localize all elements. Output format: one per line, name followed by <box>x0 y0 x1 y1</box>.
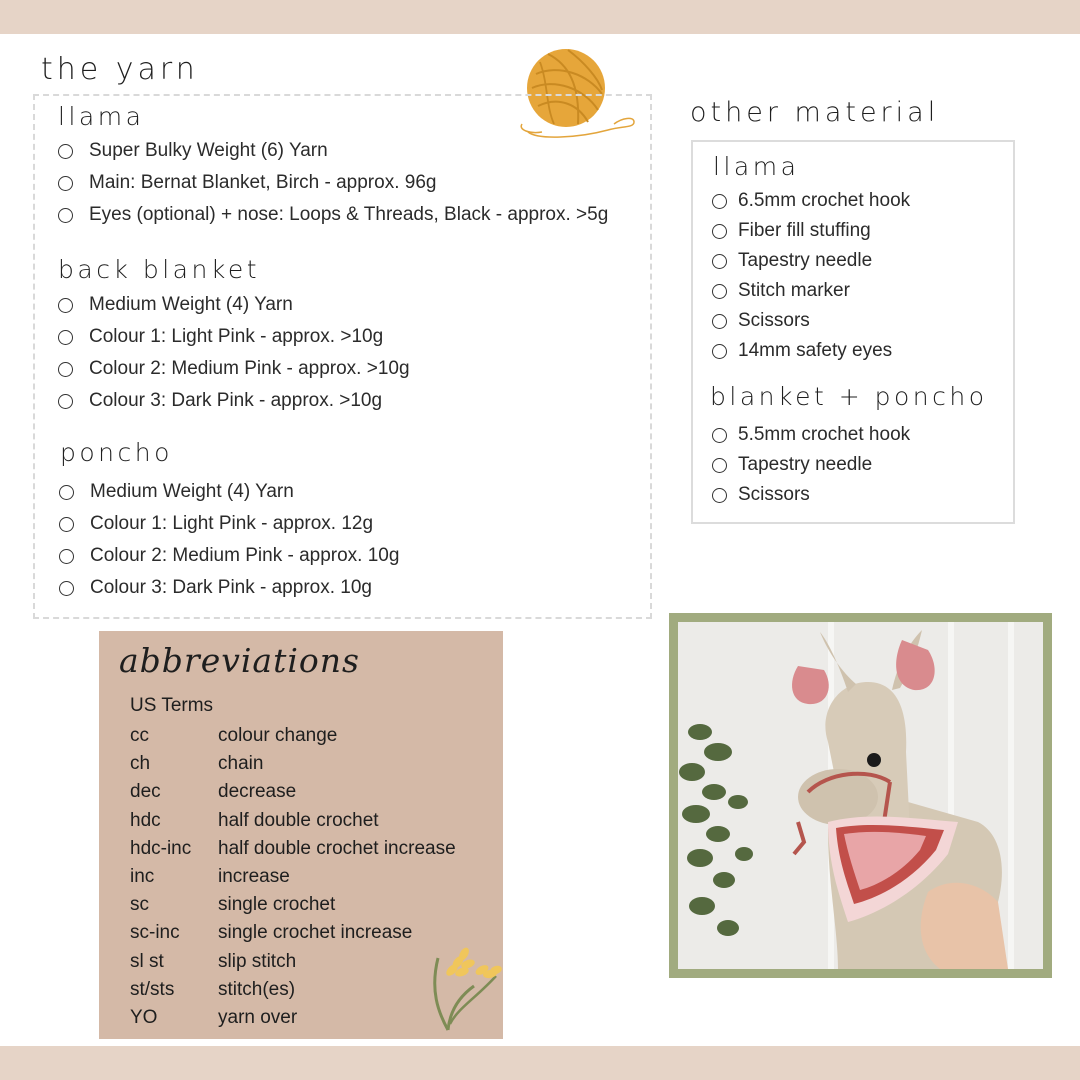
checkbox-icon[interactable] <box>712 488 727 503</box>
checkbox-icon[interactable] <box>58 330 73 345</box>
checkbox-icon[interactable] <box>712 284 727 299</box>
checkbox-icon[interactable] <box>712 344 727 359</box>
yarn-group-llama-title: llama <box>58 102 145 131</box>
yarn-llama-list <box>58 135 608 231</box>
list-item[interactable]: Stitch marker <box>712 276 910 306</box>
llama-photo-frame <box>669 613 1052 978</box>
yarn-section-title: the yarn <box>41 52 199 87</box>
other-material-title: other material <box>690 97 940 128</box>
list-item[interactable]: Colour 1: Light Pink - approx. >10g <box>58 321 410 353</box>
list-item[interactable]: 6.5mm crochet hook <box>712 186 910 216</box>
list-item[interactable]: Colour 1: Light Pink - approx. 12g <box>59 508 399 540</box>
checkbox-icon[interactable] <box>59 485 74 500</box>
checkbox-icon[interactable] <box>712 194 727 209</box>
checkbox-icon[interactable] <box>58 208 73 223</box>
abbreviation-row: sl st slip stitch <box>130 950 297 972</box>
checkbox-icon[interactable] <box>58 176 73 191</box>
other-group-llama-title: llama <box>713 152 800 181</box>
checkbox-icon[interactable] <box>712 254 727 269</box>
list-item[interactable]: Scissors <box>712 480 910 510</box>
list-item[interactable]: Colour 3: Dark Pink - approx. >10g <box>58 385 410 417</box>
list-item[interactable]: Tapestry needle <box>712 450 910 480</box>
abbreviations-list <box>130 722 456 1032</box>
list-item[interactable]: 5.5mm crochet hook <box>712 420 910 450</box>
checkbox-icon[interactable] <box>58 298 73 313</box>
checkbox-icon[interactable] <box>59 549 74 564</box>
llama-photo <box>678 622 1043 969</box>
abbreviation-row: sc-inc single crochet increase <box>130 922 413 944</box>
abbreviation-row: ch chain <box>130 753 264 775</box>
abbreviation-row: cc colour change <box>130 725 338 747</box>
yarn-blanket-list <box>58 289 410 417</box>
list-item[interactable]: Colour 2: Medium Pink - approx. 10g <box>59 540 399 572</box>
other-group-blanket-title: blanket + poncho <box>710 382 988 411</box>
abbreviation-row: hdc-inc half double crochet increase <box>130 837 456 859</box>
checkbox-icon[interactable] <box>712 314 727 329</box>
list-item[interactable]: Super Bulky Weight (6) Yarn <box>58 135 608 167</box>
abbreviation-row: YO yarn over <box>130 1006 298 1028</box>
list-item[interactable]: Medium Weight (4) Yarn <box>59 476 399 508</box>
abbreviations-subtitle: US Terms <box>130 695 214 716</box>
list-item[interactable]: Colour 3: Dark Pink - approx. 10g <box>59 572 399 604</box>
list-item[interactable]: Scissors <box>712 306 910 336</box>
yarn-group-poncho-title: poncho <box>60 438 173 467</box>
other-blanket-list <box>712 420 910 510</box>
checkbox-icon[interactable] <box>58 144 73 159</box>
abbreviation-row: sc single crochet <box>130 894 336 916</box>
list-item[interactable]: 14mm safety eyes <box>712 336 910 366</box>
list-item[interactable]: Medium Weight (4) Yarn <box>58 289 410 321</box>
yarn-group-blanket-title: back blanket <box>58 255 261 284</box>
checkbox-icon[interactable] <box>58 394 73 409</box>
checkbox-icon[interactable] <box>712 458 727 473</box>
top-band <box>0 0 1080 34</box>
wheat-icon <box>424 940 502 1032</box>
list-item[interactable]: Eyes (optional) + nose: Loops & Threads, Black - approx. >5g <box>58 199 608 231</box>
checkbox-icon[interactable] <box>712 224 727 239</box>
abbreviation-row: inc increase <box>130 866 290 888</box>
list-item[interactable]: Colour 2: Medium Pink - approx. >10g <box>58 353 410 385</box>
list-item[interactable]: Tapestry needle <box>712 246 910 276</box>
abbreviations-title: abbreviations <box>119 641 360 680</box>
abbreviation-row: dec decrease <box>130 781 297 803</box>
other-llama-list <box>712 186 910 366</box>
checkbox-icon[interactable] <box>59 581 74 596</box>
list-item[interactable]: Main: Bernat Blanket, Birch - approx. 96g <box>58 167 608 199</box>
list-item[interactable]: Fiber fill stuffing <box>712 216 910 246</box>
checkbox-icon[interactable] <box>59 517 74 532</box>
abbreviation-row: hdc half double crochet <box>130 809 379 831</box>
yarn-poncho-list <box>59 476 399 604</box>
bottom-band <box>0 1046 1080 1080</box>
checkbox-icon[interactable] <box>712 428 727 443</box>
checkbox-icon[interactable] <box>58 362 73 377</box>
abbreviation-row: st/sts stitch(es) <box>130 978 296 1000</box>
